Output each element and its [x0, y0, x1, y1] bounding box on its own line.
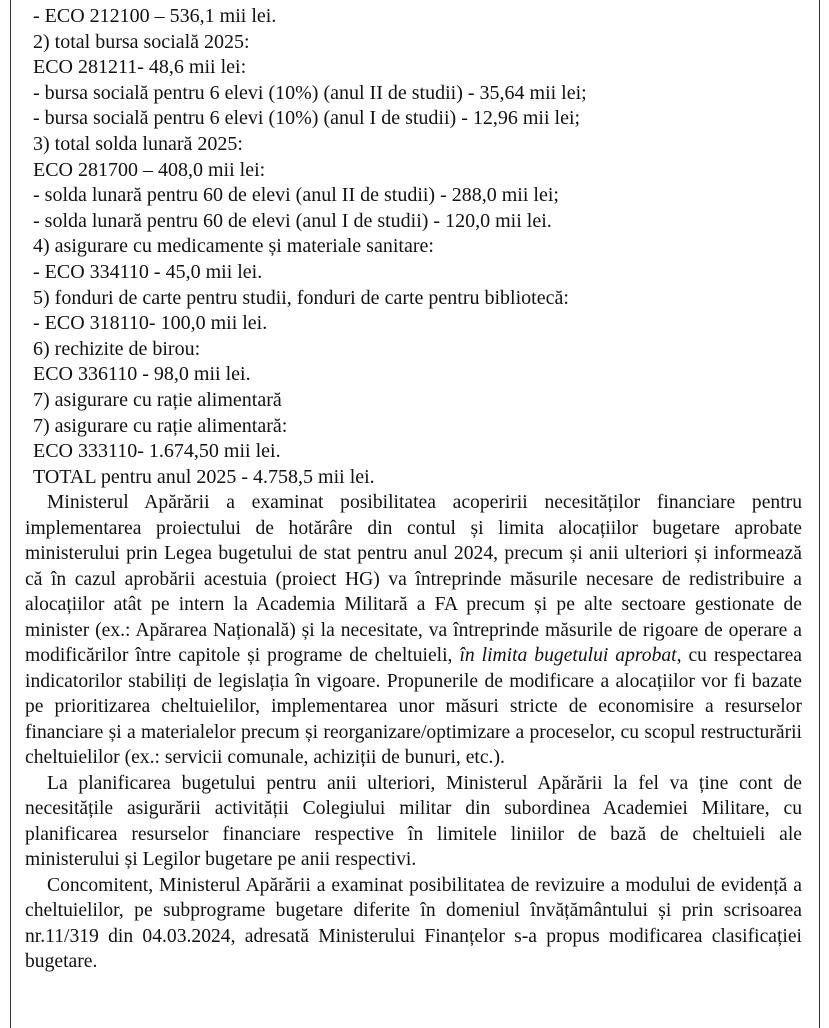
paragraph-funding-coverage — [25, 490, 802, 771]
paragraph-funding-italic: în limita bugetului aprobat — [459, 645, 677, 667]
paragraph-funding-text: Ministerul Apărării a examinat posibilitatea acoperirii necesităților financiare pentru implementarea proiectului de hotărâre din contul și limita alocațiilor bugetare aprobate ministerului prin Legea bugetului de stat pentru anul 2024, precum și anii ulteriori și informează că în cazul aprobării acestuia (proiect HG) va întreprinde măsurile necesare de redistribuire a alocațiilor atât pe intern la Academia Militară a FA precum și pe alte sectoare gestionate de minister (ex.: Apărarea Națională) și la necesitate, va întreprinde măsurile de rigoare de operare a modificărilor între capitole și programe de cheltuieli, — [25, 492, 802, 667]
budget-line: 4) asigurare cu medicamente și materiale sanitare: — [33, 235, 434, 258]
paragraph-classification-text: Concomitent, Ministerul Apărării a examinat posibilitatea de revizuire a modului de evidență a cheltuielilor, pe subprograme bugetare diferite în domeniul învățământului și prin scrisoarea nr.11/319 din 04.03.2024, adresată Ministerului Finanțelor s-a propus modificarea clasificației bugetare. — [25, 874, 802, 973]
budget-line: ECO 336110 - 98,0 mii lei. — [33, 363, 251, 386]
paragraph-future-planning — [25, 771, 802, 873]
document-page — [10, 0, 820, 1028]
budget-line: - solda lunară pentru 60 de elevi (anul I de studii) - 120,0 mii lei. — [33, 209, 552, 232]
budget-line: - bursa socială pentru 6 elevi (10%) (anul II de studii) - 35,64 mii lei; — [33, 81, 587, 104]
budget-line: - ECO 318110- 100,0 mii lei. — [33, 312, 268, 335]
budget-line: 2) total bursa socială 2025: — [33, 30, 250, 53]
paragraph-funding-text-end: , cu respectarea indicatorilor stabiliți de legislația în vigoare. Propunerile de modificare a alocațiilor vor fi bazate pe prioritizarea cheltuielilor, implementarea unor măsuri stricte de economisire a resurselor financiare și a materialelor precum și reorganizare/optimizare a proceselor, cu scopul restructurării cheltuielilor (ex.: servicii comunale, achiziții de bunuri, etc.). — [25, 645, 803, 769]
paragraph-future-planning-text: La planificarea bugetului pentru anii ulteriori, Ministerul Apărării la fel va ține cont de necesitățile asigurării activității Colegiului militar din subordinea Academiei Militare, cu planificarea resurselor financiare respective în limitele liniilor de bază de cheltuieli ale ministerului și Legilor bugetare pe anii respectivi. — [25, 772, 802, 871]
budget-line: - ECO 334110 - 45,0 mii lei. — [33, 260, 263, 283]
budget-line: 5) fonduri de carte pentru studii, fonduri de carte pentru bibliotecă: — [33, 286, 569, 309]
budget-line: ECO 281700 – 408,0 mii lei: — [33, 158, 266, 181]
paragraph-classification-revision — [25, 873, 802, 975]
budget-line: - ECO 212100 – 536,1 mii lei. — [33, 5, 277, 27]
budget-line: - bursa socială pentru 6 elevi (10%) (anul I de studii) - 12,96 mii lei; — [33, 107, 581, 130]
budget-total-line: TOTAL pentru anul 2025 - 4.758,5 mii lei. — [33, 465, 375, 488]
budget-line: 3) total solda lunară 2025: — [33, 132, 243, 155]
budget-line: ECO 281211- 48,6 mii lei: — [33, 56, 247, 79]
budget-line: ECO 333110- 1.674,50 mii lei. — [33, 440, 281, 463]
budget-line: 6) rechizite de birou: — [33, 337, 201, 360]
budget-line: 7) asigurare cu rație alimentară: — [33, 414, 288, 437]
budget-line: - solda lunară pentru 60 de elevi (anul II de studii) - 288,0 mii lei; — [33, 184, 559, 207]
budget-line: 7) asigurare cu rație alimentară — [33, 388, 282, 411]
